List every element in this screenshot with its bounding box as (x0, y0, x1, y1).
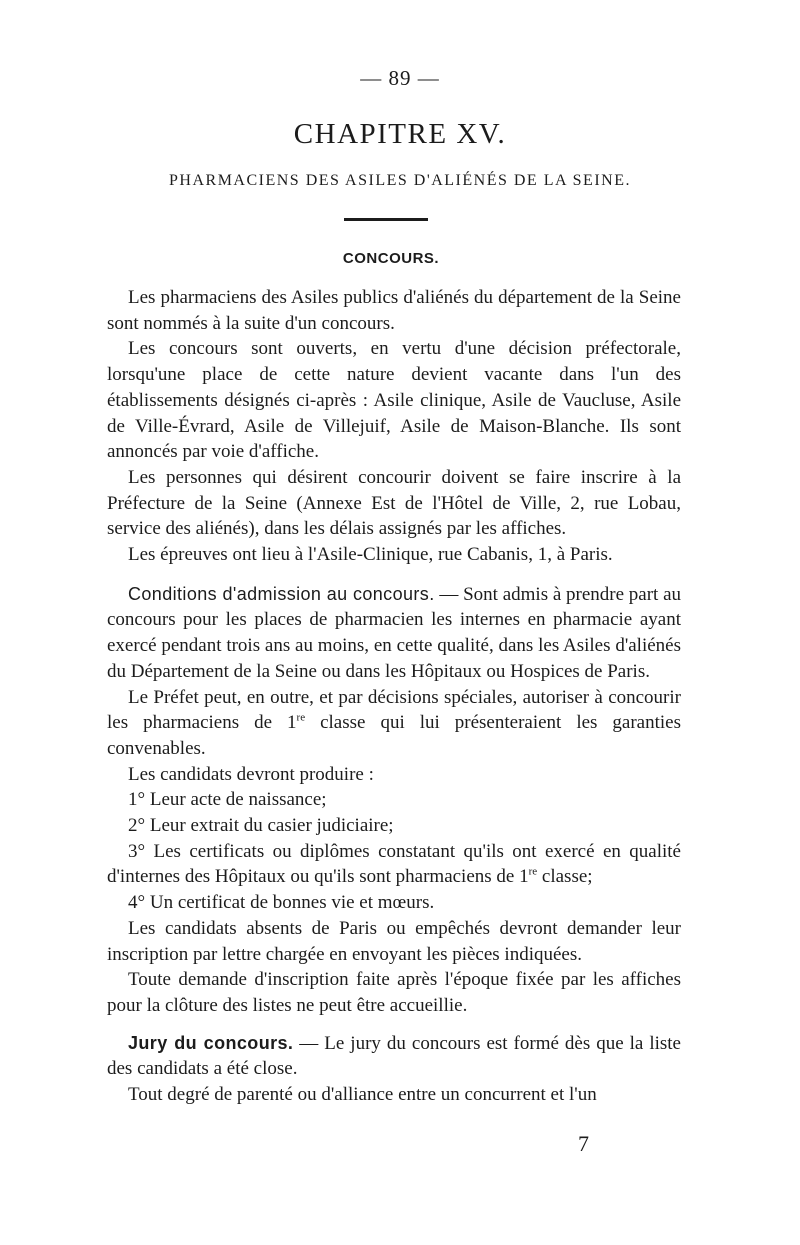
list-item-4: 4° Un certificat de bonnes vie et mœurs. (128, 892, 435, 914)
paragraph-10-text: — Le jury du concours est formé dès que la liste des candidats a été close. (107, 1032, 681, 1080)
paragraph-9: Toute demande d'inscription faite après l'époque fixée par les affiches pour la clôture des listes ne peut être accueillie. (107, 969, 681, 1016)
paragraph-8: Les candidats absents de Paris ou empêchés devront demander leur inscription par lettre chargée en envoyant les pièces indiquées. (107, 917, 681, 965)
list-item-1: 1° Leur acte de naissance; (128, 789, 327, 811)
chapter-title: CHAPITRE XV. (293, 118, 507, 150)
body-text (107, 285, 681, 1108)
paragraph-2: Les concours sont ouverts, en vertu d'une décision préfectorale, lorsqu'une place de cette nature devient vacante dans l'un des établissements désignés ci-après : Asile clinique, Asile de Vaucluse, Asile de Ville-Évrard, Asile de Villejuif, Asile de Maison-Blanche. Ils sont annoncés par voie d'affiche. (107, 338, 681, 463)
signature-mark: 7 (578, 1131, 589, 1156)
list-item-3-superscript: re (528, 866, 538, 879)
paragraph-7: Les candidats devront produire : (128, 763, 374, 785)
paragraph-conditions (107, 582, 681, 685)
chapter-subtitle: PHARMACIENS DES ASILES D'ALIÉNÉS DE LA SEINE. (169, 172, 631, 189)
jury-heading: Jury du concours. (128, 1032, 294, 1053)
paragraph-3: Les personnes qui désirent concourir doivent se faire inscrire à la Préfecture de la Seine (Annexe Est de l'Hôtel de Ville, 2, rue Lobau, service des aliénés), dans les délais assignés par les affiches. (107, 466, 681, 540)
list-item-3-text-b: classe; (537, 866, 593, 888)
paragraph-jury (107, 1031, 681, 1082)
paragraph-6-text-a: Le Préfet peut, en outre, et par décisions spéciales, autoriser à concourir les pharmaciens de 1 (107, 686, 681, 734)
section-heading: CONCOURS. (342, 250, 440, 267)
paragraph-6 (107, 685, 681, 762)
paragraph-6-superscript: re (296, 711, 306, 724)
page-number: — 89 — (360, 66, 440, 90)
list-item-3-text-a: 3° Les certificats ou diplômes constatant qu'ils ont exercé en qualité d'internes des Hôpitaux ou qu'ils sont pharmaciens de 1 (107, 840, 681, 888)
divider-rule (344, 218, 428, 221)
conditions-heading: Conditions d'admission au concours. (128, 583, 435, 604)
paragraph-1: Les pharmaciens des Asiles publics d'aliénés du département de la Seine sont nommés à la suite d'un concours. (107, 287, 681, 334)
paragraph-4: Les épreuves ont lieu à l'Asile-Clinique, rue Cabanis, 1, à Paris. (128, 544, 613, 566)
paragraph-11: Tout degré de parenté ou d'alliance entre un concurrent et l'un (128, 1084, 597, 1106)
paragraph-6-text-b: classe qui lui présenteraient les garanties convenables. (107, 712, 681, 759)
paragraph-5-text: — Sont admis à prendre part au concours pour les places de pharmacien les internes en pharmacie ayant exercé pendant trois ans au moins, en cette qualité, dans les Asiles d'aliénés du Département de la Seine ou dans les Hôpitaux ou Hospices de Paris. (107, 583, 682, 682)
list-item-3 (107, 839, 681, 890)
list-item-2: 2° Leur extrait du casier judiciaire; (128, 815, 394, 837)
